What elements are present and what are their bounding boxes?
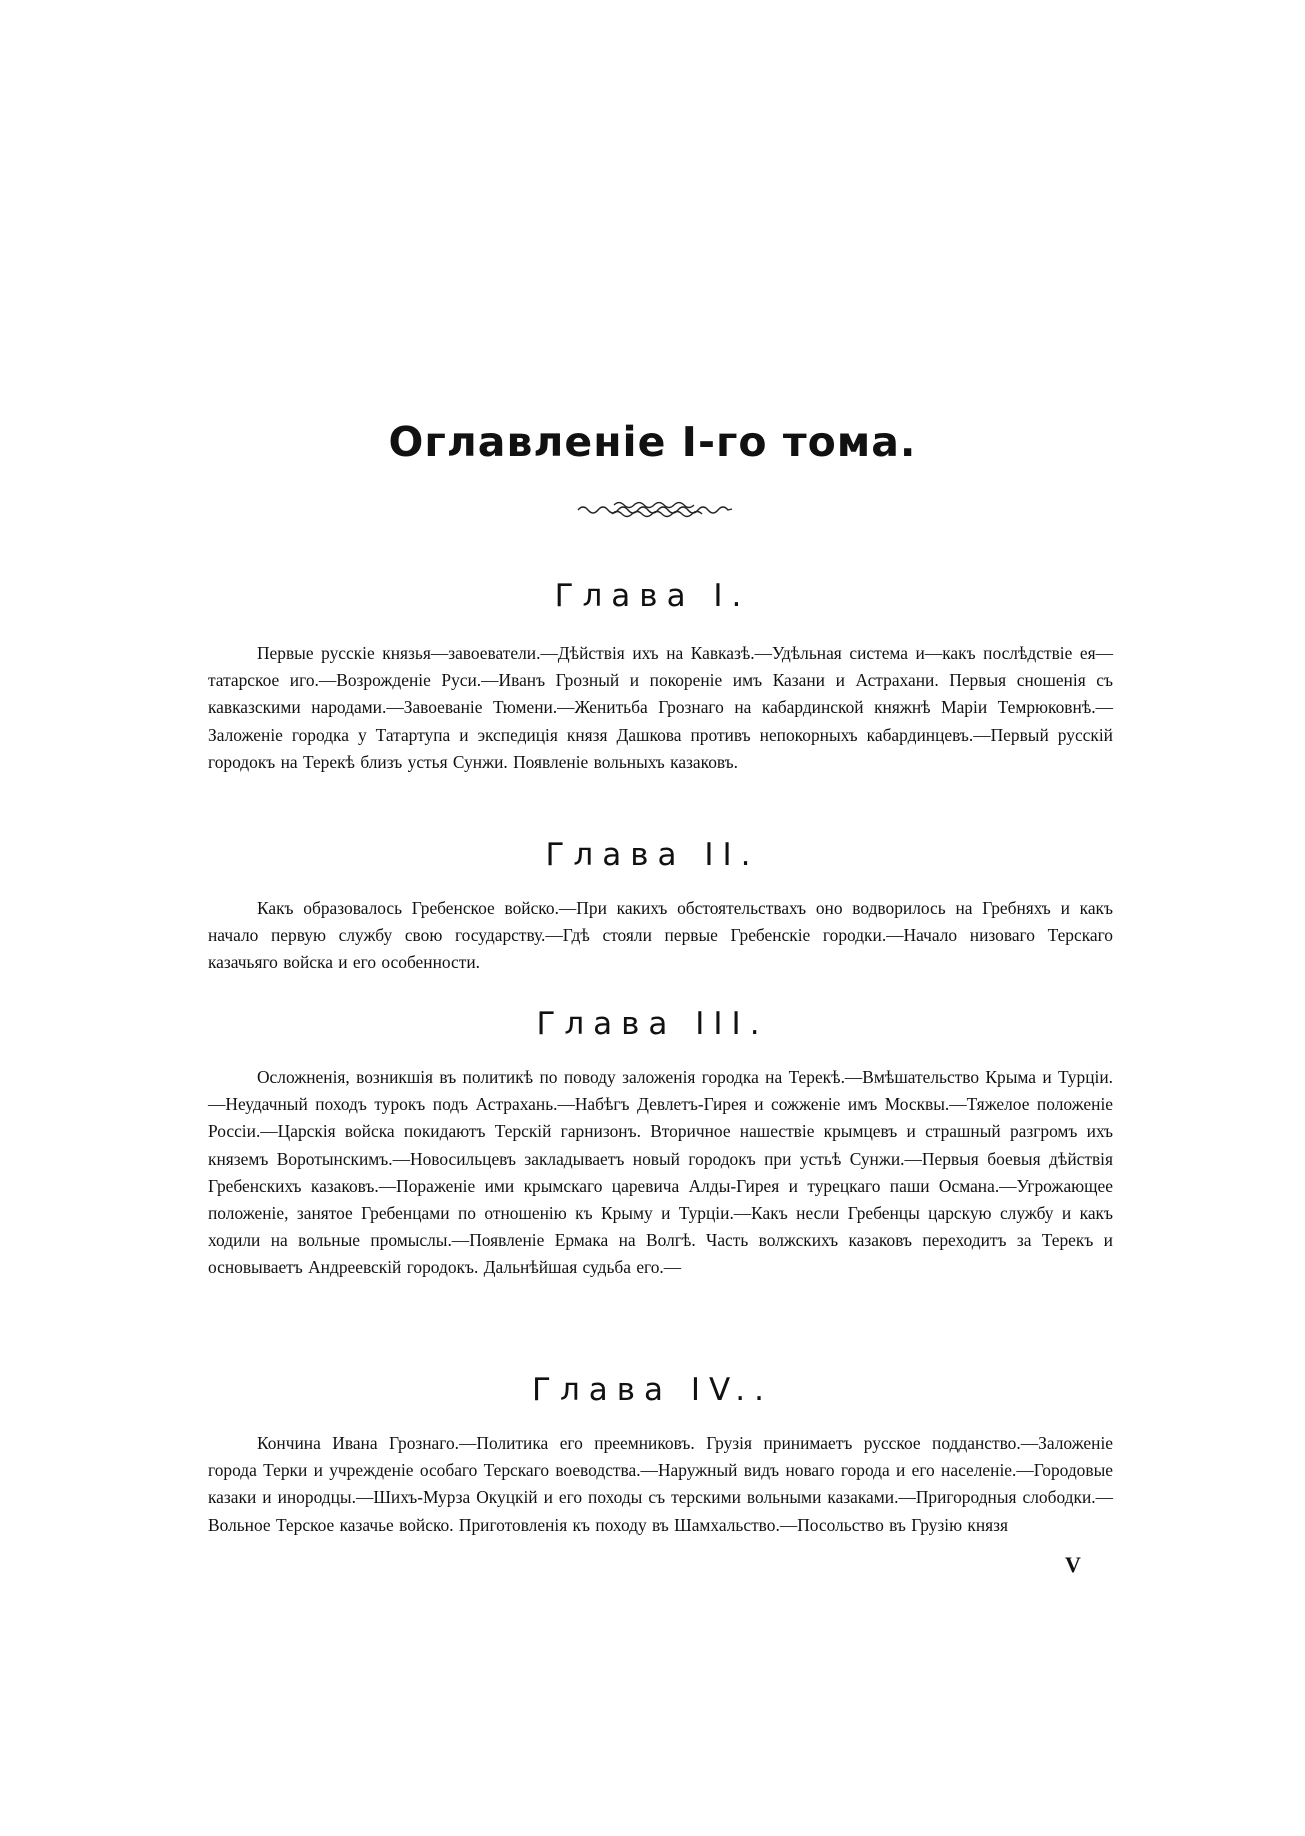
chapter-summary-2: Какъ образовалось Гребенское войско.—При какихъ обстоятельствахъ оно водворилось на Гребняхъ и какъ начало первую службу свою государству.—Гдѣ стояли первые Гребенскіе городки.—Начало низоваго Терскаго казачьяго войска и его особенности. bbox=[208, 898, 1113, 973]
chapter-summary-3: Осложненія, возникшія въ политикѣ по поводу заложенія городка на Терекѣ.—Вмѣшательство Крыма и Турціи.—Неудачный походъ турокъ подъ Астрахань.—Набѣгъ Девлетъ-Гирея и сожженіе имъ Москвы.—Тяжелое положеніе Россіи.—Царскія войска покидаютъ Терскій гарнизонъ. Вторичное нашествіе крымцевъ и страшный разгромъ ихъ княземъ Воротынскимъ.—Новосильцевъ закладываетъ новый городокъ при устьѣ Сунжи.—Первыя боевыя дѣйствія Гребенскихъ казаковъ.—Пораженіе ими крымскаго царевича Алды-Гирея и турецкаго паши Османа.—Угрожающее положеніе, занятое Гребенцами по отношенію къ Крыму и Турціи.—Какъ несли Гребенцы царскую службу и какъ ходили на вольные промыслы.—Появленіе Ермака на Волгѣ. Часть волжскихъ казаковъ переходитъ за Терекъ и основываетъ Андреевскій городокъ. Дальнѣйшая судьба его.— bbox=[208, 1067, 1113, 1278]
chapter-heading-2: Глава II. bbox=[545, 837, 760, 873]
chapter-heading-4: Глава IV.. bbox=[532, 1372, 773, 1408]
page-number: V bbox=[1065, 1552, 1081, 1577]
chapter-summary-1: Первые русскіе князья—завоеватели.—Дѣйствія ихъ на Кавказѣ.—Удѣльная система и—какъ послѣдствіе ея—татарское иго.—Возрожденіе Руси.—Иванъ Грозный и покореніе имъ Казани и Астрахани. Первыя сношенія съ кавказскими народами.—Завоеваніе Тюмени.—Женитьба Грознаго на кабардинской княжнѣ Маріи Темрюковнѣ.—Заложеніе городка у Татартупа и экспедиція князя Дашкова противъ непокорныхъ кабардинцевъ.—Первый русскій городокъ на Терекѣ близъ устья Сунжи. Появленіе вольныхъ казаковъ. bbox=[208, 643, 1113, 772]
chapter-heading-1: Глава I. bbox=[554, 578, 751, 614]
chapter-summary-4: Кончина Ивана Грознаго.—Политика его преемниковъ. Грузія принимаетъ русское подданство.—Заложеніе города Терки и учрежденіе особаго Терскаго воеводства.—Наружный видъ новаго города и его населеніе.—Городовые казаки и инородцы.—Шихъ-Мурза Окуцкій и его походы съ терскими вольными казаками.—Пригородныя слободки.—Вольное Терское казачье войско. Приготовленія къ походу въ Шамхальство.—Посольство въ Грузію князя bbox=[208, 1433, 1113, 1535]
decorative-divider bbox=[576, 497, 734, 519]
page-title: Оглавленіе І-го тома. bbox=[388, 418, 917, 466]
chapter-heading-3: Глава III. bbox=[536, 1006, 769, 1042]
